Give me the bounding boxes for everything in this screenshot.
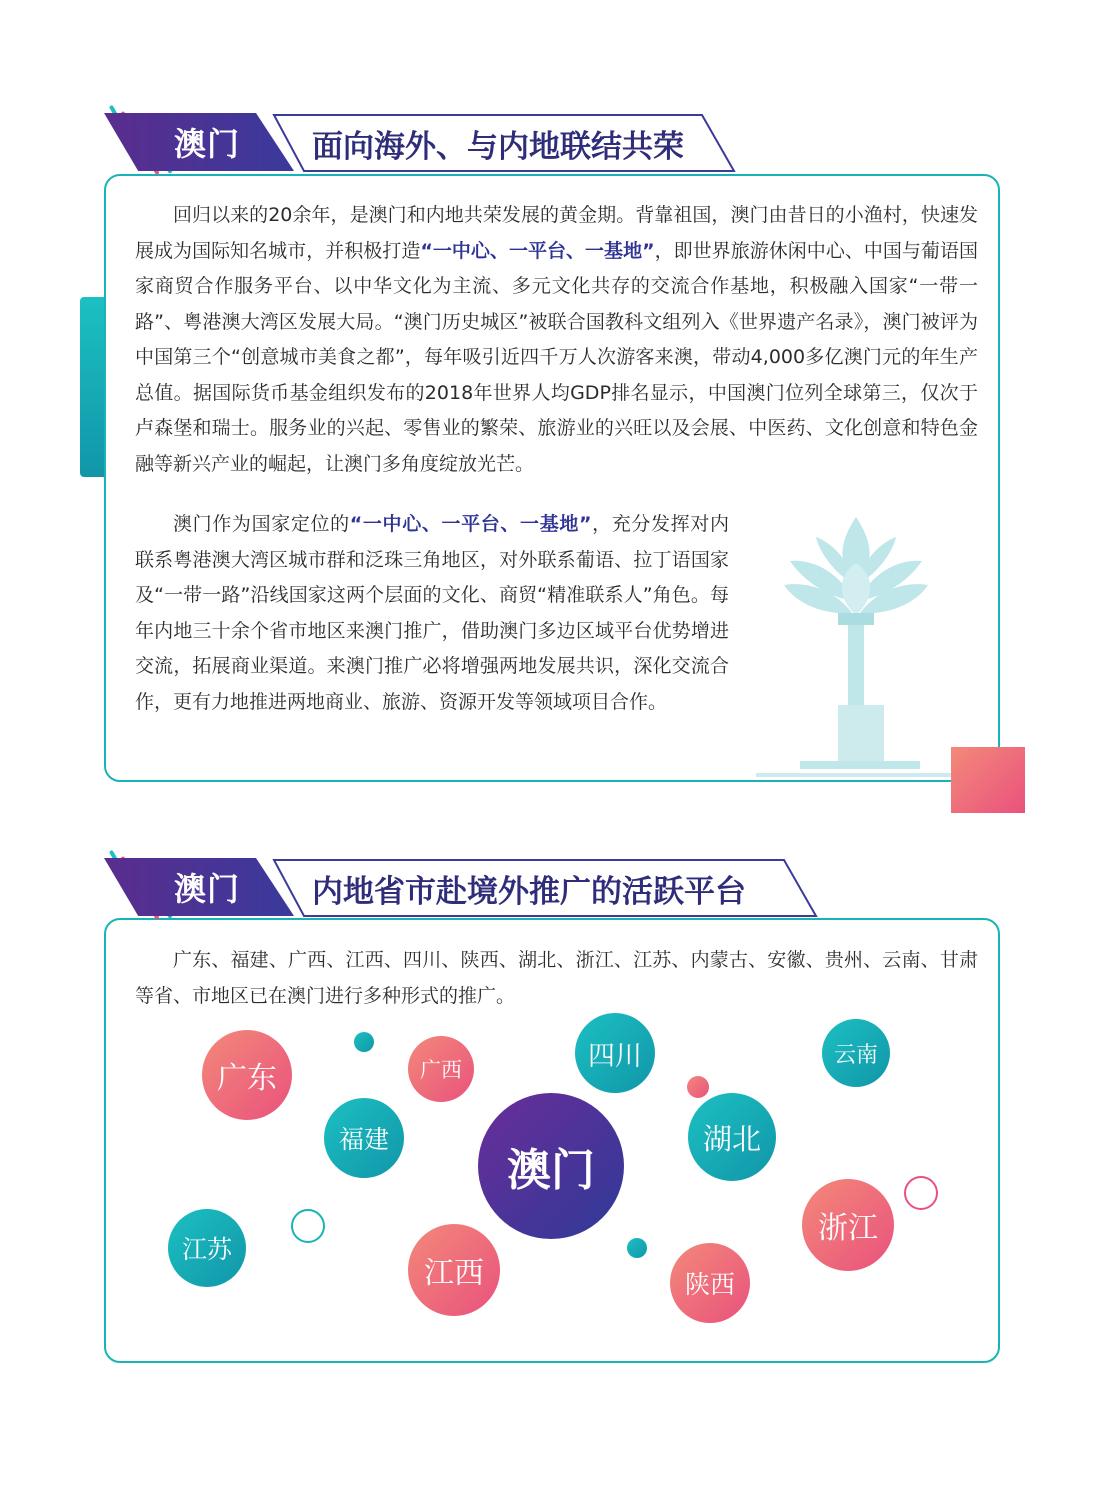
decor-dot (627, 1238, 647, 1258)
section2-body (135, 943, 978, 1014)
section-tag: 澳门 (174, 125, 241, 163)
bubble-guangxi (408, 1036, 474, 1102)
bubble-label: 浙江 (818, 1211, 878, 1246)
section1-header (104, 113, 744, 175)
bubble-label: 广西 (420, 1058, 462, 1082)
bubble-jiangsu (168, 1209, 246, 1287)
decor-ring (904, 1176, 938, 1210)
decor-ring (291, 1209, 325, 1243)
bubble-label: 江苏 (181, 1235, 232, 1264)
bubble-hubei (688, 1093, 776, 1181)
paragraph-1 (135, 198, 978, 482)
section1-body (135, 198, 978, 482)
bubble-shaanxi (670, 1243, 750, 1323)
bubble-fujian (324, 1098, 404, 1178)
highlight-text: “一中心、一平台、一基地” (420, 239, 655, 262)
paragraph-2 (135, 507, 729, 720)
bubble-guangdong (202, 1030, 292, 1120)
decor-dot (354, 1032, 374, 1052)
bubble-sichuan (575, 1013, 655, 1093)
bubble-label: 广东 (217, 1061, 277, 1096)
bubble-yunnan (822, 1019, 890, 1087)
paragraph-text: 回归以来的20余年，是澳门和内地共荣发展的黄金期。背靠祖国，澳门由昔日的小渔村，快速发展成为国际知名城市，并积极打造 (135, 204, 978, 262)
bubble-zhejiang (802, 1179, 894, 1271)
intro-paragraph: 广东、福建、广西、江西、四川、陕西、湖北、浙江、江苏、内蒙古、安徽、贵州、云南、甘肃等省、市地区已在澳门进行多种形式的推广。 (135, 949, 978, 1007)
paragraph-text: ，即世界旅游休闲中心、中国与葡语国家商贸合作服务平台、以中华文化为主流、多元文化共存的交流合作基地，积极融入国家“一带一路”、粤港澳大湾区发展大局。“澳门历史城区”被联合国教科文组列入《世界遗产名录》，澳门被评为中国第三个“创意城市美食之都”，每年吸引近四千万人次游客来澳，带动4,000多亿澳门元的年生产总值。据国际货币基金组织发布的2018年世界人均GDP排名显示，中国澳门位列全球第三，仅次于卢森堡和瑞士。服务业的兴起、零售业的繁荣、旅游业的兴旺以及会展、中医药、文化创意和特色金融等新兴产业的崛起，让澳门多角度绽放光芒。 (135, 239, 978, 475)
decor-gradient-square (951, 747, 1025, 813)
section-title: 面向海外、与内地联结共荣 (312, 129, 684, 165)
decor-dot (687, 1076, 709, 1098)
bubble-label: 陕西 (684, 1270, 735, 1299)
paragraph-text: 澳门作为国家定位的 (173, 513, 350, 535)
bubble-label: 四川 (588, 1040, 642, 1072)
side-accent-bar (80, 297, 104, 477)
bubble-macau-center (478, 1093, 624, 1239)
section-title: 内地省市赴境外推广的活跃平台 (312, 874, 746, 910)
bubble-label: 澳门 (507, 1145, 595, 1196)
bubble-label: 福建 (338, 1125, 389, 1154)
highlight-text: “一中心、一平台、一基地” (349, 513, 592, 535)
bubble-label: 云南 (833, 1042, 878, 1068)
paragraph-text: ，充分发挥对内联系粤港澳大湾区城市群和泛珠三角地区，对外联系葡语、拉丁语国家及“一带一路”沿线国家这两个层面的文化、商贸“精准联系人”角色。每年内地三十余个省市地区来澳门推广，借助澳门多边区域平台优势增进交流，拓展商业渠道。来澳门推广必将增强两地发展共识，深化交流合作，更有力地推进两地商业、旅游、资源开发等领域项目合作。 (135, 513, 729, 713)
section2-header (104, 858, 824, 920)
lotus-monument-illustration (756, 515, 956, 780)
bubble-label: 江西 (424, 1256, 484, 1291)
section1-body-2 (135, 507, 729, 720)
bubble-jiangxi (408, 1224, 500, 1316)
bubble-label: 湖北 (702, 1121, 761, 1156)
section-tag: 澳门 (174, 870, 241, 908)
